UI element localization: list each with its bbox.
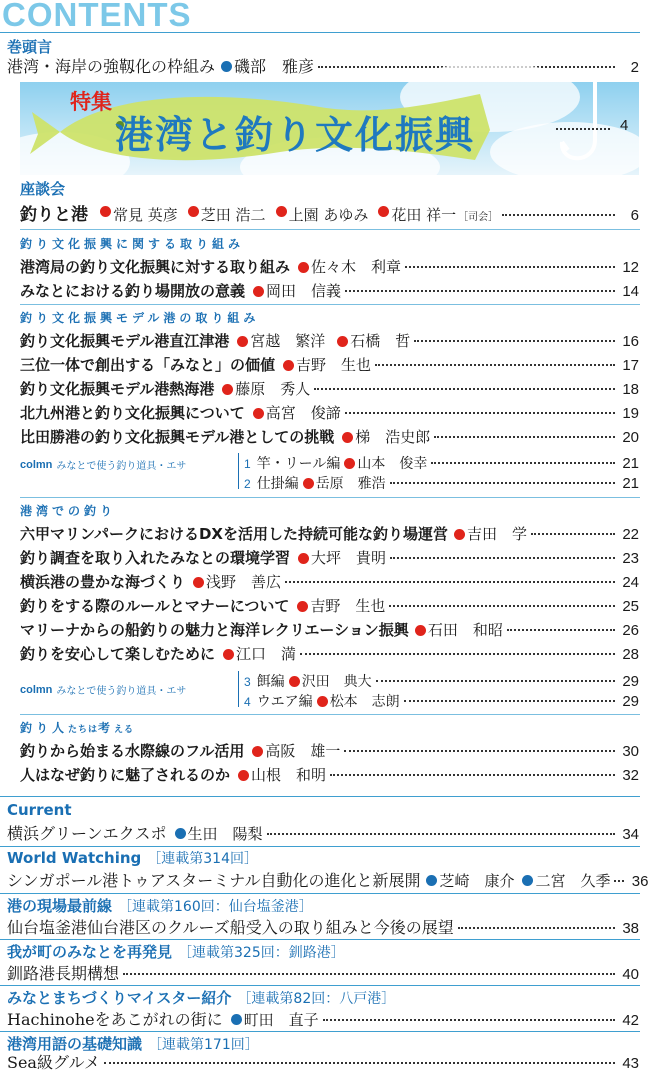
toc-entry[interactable] [7,1007,639,1031]
entry-page: 36 [631,873,649,890]
entry-page: 40 [622,966,639,983]
entry-page: 16 [622,333,639,350]
author-bullet-icon [454,529,465,540]
toc-entry[interactable] [20,280,639,302]
entry-page: 30 [622,743,639,760]
section-rule [0,1031,640,1032]
author-bullet-icon [298,262,309,273]
entry-author: 石橋 哲 [350,332,411,350]
section-rule [0,893,640,894]
dot-leader [389,605,615,607]
zadankai-label: 座談会 [20,180,66,198]
entry-author: 高宮 俊諦 [265,404,341,422]
toc-entry[interactable] [7,1050,639,1074]
dot-leader [314,388,615,390]
author-bullet-icon [344,458,355,469]
dot-leader [502,214,615,216]
author-bullet-icon [289,676,300,687]
feature-page: 4 [620,117,629,134]
section-heading: 釣り文化振興に関する取り組み [20,237,245,251]
toc-entry[interactable] [20,643,639,665]
entry-author: 芝田 浩二 [200,206,266,224]
entry-author: 山根 和明 [251,766,327,784]
toc-entry[interactable] [7,868,649,892]
author-bullet-icon [522,875,533,886]
corner-series: ［連載第82回：八戸港］ [237,991,396,1007]
entry-page: 28 [622,646,639,663]
colmn-number: 2 [244,477,251,491]
author-bullet-icon [253,286,264,297]
feature-title: 港湾と釣り文化振興 [115,113,476,157]
toc-entry[interactable] [244,473,639,493]
entry-title: ウエア編 [256,694,313,710]
entry-title: マリーナからの船釣りの魅力と海洋レクリエーション振興 [20,621,409,639]
entry-author: 佐々木 利章 [311,258,402,276]
entry-page: 26 [622,622,639,639]
kantougen-label: 巻頭言 [7,38,53,56]
entry-author: 吉野 生也 [310,597,386,615]
entry-page: 42 [622,1012,639,1029]
entry-page: 19 [622,405,639,422]
section-rule [20,714,640,715]
section-rule [0,939,640,940]
corner-label [7,801,72,819]
colmn-number: 4 [244,695,251,709]
entry-title: Hachinoheをあこがれの街に [7,1010,223,1029]
entry-title: 港湾局の釣り文化振興に対する取り組み [20,258,291,276]
toc-entry[interactable] [20,523,639,545]
dot-leader [323,1019,615,1021]
entry-page: 38 [622,920,639,937]
entry-author: 芝崎 康介 [439,872,515,890]
entry-author: 花田 祥一 [391,206,457,224]
entry-author: 大坪 貴明 [311,549,387,567]
section-rule [20,304,640,305]
dot-leader [300,653,615,655]
dot-leader [345,412,615,414]
author-bullet-icon [237,336,248,347]
entry-title: 釣りと港 [20,205,88,225]
corner-series: ［連載第325回：釧路港］ [178,945,345,961]
entry-author: 磯部 雅彦 [234,57,315,76]
dot-leader [345,290,615,292]
entry-author: 岡田 信義 [266,282,342,300]
entry-author: 藤原 秀人 [235,380,311,398]
entry-page: 20 [622,429,639,446]
author-bullet-icon [175,828,186,839]
colmn-label-group [20,457,186,472]
toc-entry[interactable] [7,961,639,985]
corner-name: Current [7,801,72,819]
toc-entry[interactable] [7,821,639,845]
entry-title: 餌編 [256,674,285,690]
entry-author: 梯 浩史郎 [355,428,431,446]
toc-entry[interactable] [244,671,639,691]
entry-author: 浅野 善広 [206,573,282,591]
entry-author: 山本 俊幸 [357,456,428,472]
colmn-bracket [238,671,239,707]
colmn-label: colmn [20,458,53,471]
dot-leader [285,581,615,583]
corner-label [7,987,395,1008]
entry-title: 釣り文化振興モデル港熱海港 [20,380,215,398]
toc-entry[interactable] [20,571,639,593]
dot-leader [414,340,615,342]
corner-name: 港の現場最前線 [7,897,113,915]
entry-page: 21 [622,455,639,472]
section-rule [0,985,640,986]
entry-author: 吉田 学 [466,525,527,543]
feature-prefix: 特集 [70,90,112,114]
entry-page: 29 [622,673,639,690]
toc-entry[interactable] [7,915,639,939]
author-bullet-icon [297,601,308,612]
dot-leader [404,700,615,702]
author-bullet-icon [231,1014,242,1025]
section-heading-part: 釣り人 [20,721,69,735]
colmn-label-group [20,682,186,697]
toc-entry[interactable] [20,764,639,786]
dot-leader [614,880,624,882]
toc-entry[interactable] [20,256,639,278]
section-rule [20,497,640,498]
author-bullet-icon [100,206,111,217]
entry-page: 25 [622,598,639,615]
entry-title: 北九州港と釣り文化振興について [20,404,245,422]
entry-page: 32 [622,767,639,784]
entry-author: 二宮 久季 [535,872,611,890]
toc-entry[interactable] [20,619,639,641]
entry-title: 仕掛編 [256,476,299,492]
entry-title: 竿・リール編 [256,456,341,472]
author-bullet-icon [193,577,204,588]
entry-author: 生田 陽梨 [187,825,263,843]
entry-title: シンガポール港トゥアスターミナル自動化の進化と新展開 [7,871,421,890]
dot-leader [104,1062,615,1064]
colmn-number: 3 [244,675,251,689]
author-bullet-icon [283,360,294,371]
corner-series: ［連載第171回］ [148,1037,259,1053]
page-header [0,0,640,34]
entry-title: 人はなぜ釣りに魅了されるのか [20,766,231,784]
entry-author: 岳原 雅浩 [315,476,386,492]
author-bullet-icon [276,206,287,217]
dot-leader [556,128,610,130]
entry-page: 22 [622,526,639,543]
entry-page: 12 [622,259,639,276]
dot-leader [531,533,615,535]
page-title: CONTENTS [2,0,192,33]
toc-entry[interactable] [20,740,639,762]
corner-name: 港湾用語の基礎知識 [7,1035,143,1053]
entry-author: 松本 志朗 [329,694,400,710]
section-heading: 釣り文化振興モデル港の取り組み [20,311,260,325]
entry-author: 高阪 雄一 [265,742,341,760]
entry-page: 21 [622,475,639,492]
section-heading-part: たちは [68,725,99,735]
entry-role: ［司会］ [458,212,499,223]
dot-leader [267,833,615,835]
author-bullet-icon [342,432,353,443]
author-bullet-icon [238,770,249,781]
entry-title: Sea級グルメ [7,1053,101,1072]
entry-author: 吉野 生也 [296,356,372,374]
dot-leader [123,973,615,975]
entry-page: 23 [622,550,639,567]
toc-entry[interactable] [20,595,639,617]
entry-title: みなとにおける釣り場開放の意義 [20,282,246,300]
dot-leader [434,436,615,438]
author-bullet-icon [252,746,263,757]
author-bullet-icon [317,696,328,707]
author-bullet-icon [337,336,348,347]
author-bullet-icon [426,875,437,886]
dot-leader [458,927,615,929]
toc-entry[interactable] [244,691,639,711]
entry-author: 常見 英彦 [113,206,178,224]
toc-entry[interactable] [244,453,639,473]
author-bullet-icon [303,478,314,489]
colmn-subtitle: みなとで使う釣り道具・エサ [56,461,187,472]
dot-leader [431,462,615,464]
dot-leader [390,557,615,559]
author-bullet-icon [298,553,309,564]
author-bullet-icon [188,206,199,217]
colmn-label: colmn [20,683,53,696]
section-heading-part: える [114,725,135,735]
dot-leader [375,364,615,366]
section-heading [20,719,134,736]
entry-page: 34 [622,826,639,843]
toc-entry[interactable] [20,354,639,376]
entry-title: 仙台塩釜港仙台港区のクルーズ船受入の取り組みと今後の展望 [7,918,454,937]
entry-page: 29 [622,693,639,710]
entry-author: 江口 満 [236,645,297,663]
entry-page: 6 [630,207,639,224]
entry-title: 横浜港の豊かな海づくり [20,573,186,591]
dot-leader [344,750,615,752]
entry-page: 24 [622,574,639,591]
dot-leader [390,482,615,484]
toc-entry[interactable] [20,402,639,424]
section-rule [20,229,640,230]
colmn-bracket [238,453,239,489]
entry-title: 釧路港長期構想 [7,964,120,983]
entry-author: 石田 和昭 [427,621,503,639]
entry-author: 町田 直子 [243,1011,319,1029]
author-bullet-icon [415,625,426,636]
toc-entry[interactable] [20,547,639,569]
entry-title: 釣りを安心して楽しむために [20,645,216,663]
author-bullet-icon [222,384,233,395]
corner-name: World Watching [7,849,142,867]
header-rule [0,32,640,33]
author-bullet-icon [223,649,234,660]
entry-title: 釣り調査を取り入れたみなとの環境学習 [20,549,291,567]
toc-entry[interactable] [20,200,639,225]
corner-label [7,941,345,962]
dot-leader [376,680,615,682]
section-heading: 港湾での釣り [20,504,117,518]
entry-title: 横浜グリーンエクスポ [7,824,167,843]
entry-author: 沢田 典大 [301,674,372,690]
colmn-subtitle: みなとで使う釣り道具・エサ [56,686,187,697]
author-bullet-icon [253,408,264,419]
entry-title: 釣りをする際のルールとマナーについて [20,597,290,615]
section-heading-part: 考 [98,721,115,735]
toc-entry[interactable] [20,378,639,400]
colmn-number: 1 [244,457,251,471]
entry-title: 三位一体で創出する「みなと」の価値 [20,356,276,374]
author-bullet-icon [378,206,389,217]
toc-entry[interactable] [20,426,639,448]
toc-entry[interactable] [20,330,639,352]
dot-leader [330,774,615,776]
entry-page: 43 [622,1055,639,1072]
entry-page: 17 [622,357,639,374]
corner-series: ［連載第160回：仙台塩釜港］ [118,899,313,915]
entry-page: 14 [622,283,639,300]
entry-author: 宮越 繁洋 [250,332,326,350]
section-rule [0,796,640,797]
entry-page: 18 [622,381,639,398]
corner-label [7,848,258,868]
feature-banner[interactable] [20,82,639,175]
dot-leader [405,266,615,268]
corner-name: 我が町のみなとを再発見 [7,943,173,961]
dot-leader [507,629,615,631]
author-bullet-icon [221,61,232,72]
entry-author: 上園 あゆみ [288,206,369,224]
corner-name: みなとまちづくりマイスター紹介 [7,989,232,1007]
entry-title: 釣り文化振興モデル港直江津港 [20,332,230,350]
entry-title: 釣りから始まる水際線のフル活用 [20,742,245,760]
entry-title: 比田勝港の釣り文化振興モデル港としての挑戦 [20,428,335,446]
section-rule [0,846,640,847]
corner-series: ［連載第314回］ [147,851,258,867]
entry-title: 港湾・海岸の強靱化の枠組み [7,57,216,76]
corner-label [7,895,313,916]
entry-page: 2 [630,59,639,76]
entry-title: 六甲マリンパークにおけるDXを活用した持続可能な釣り場運営 [20,525,448,543]
